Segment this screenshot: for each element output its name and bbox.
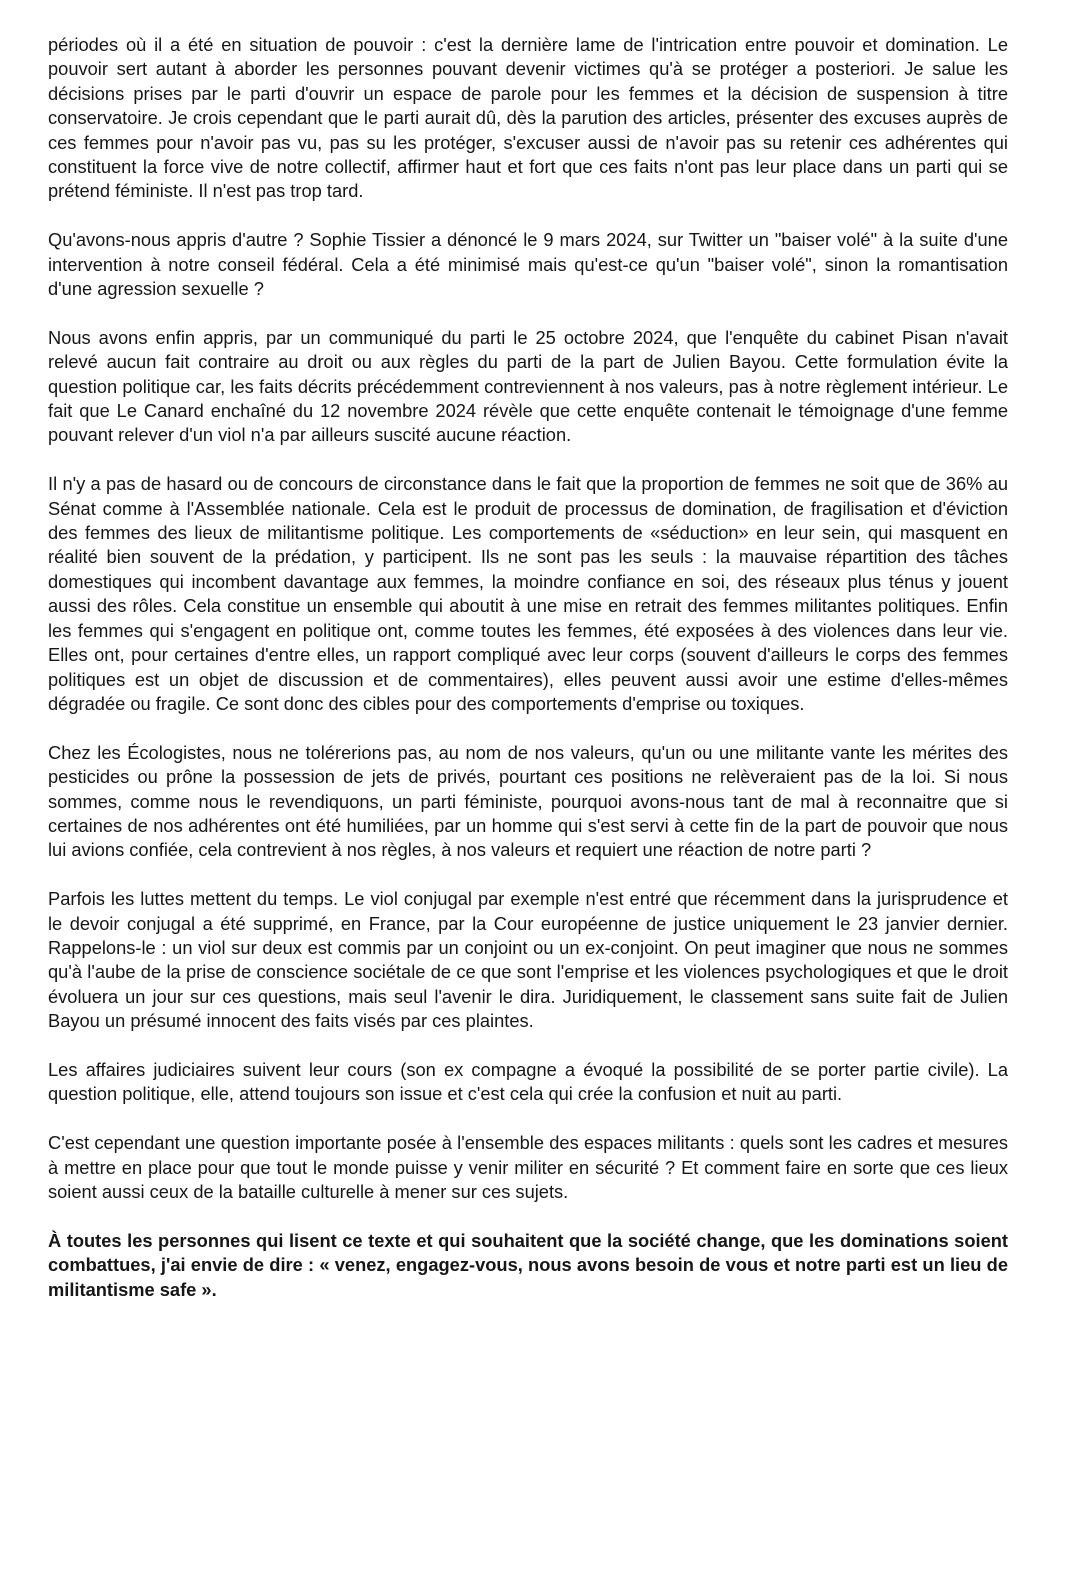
paragraph-ecologistes-valeurs: Chez les Écologistes, nous ne tolérerions pas, au nom de nos valeurs, qu'un ou une militante vante les mérites des pesticides ou prône la possession de jets de privés, pourtant ces positions ne relèveraient pas de la loi. Si nous sommes, comme nous le revendiquons, un parti féministe, pourquoi avons-nous tant de mal à reconnaitre que si certaines de nos adhérentes ont été humiliées, par un homme qui s'est servi à cette fin de la part de pouvoir que nous lui avions confiée, cela contrevient à nos règles, à nos valeurs et requiert une réaction de notre parti ? (48, 741, 1008, 861)
paragraph-power-domination: périodes où il a été en situation de pouvoir : c'est la dernière lame de l'intrication entre pouvoir et domination. Le pouvoir sert autant à aborder les personnes pouvant devenir victimes qu'à se protéger a posteriori. Je salue les décisions prises par le parti d'ouvrir un espace de parole pour les femmes et la décision de suspension à titre conservatoire. Je crois cependant que le parti aurait dû, dès la parution des articles, présenter des excuses auprès de ces femmes pour n'avoir pas vu, pas su les protéger, s'excuser aussi de n'avoir pas su retenir ces adhérentes qui constituent la force vive de notre collectif, affirmer haut et fort que ces faits n'ont pas leur place dans un parti qui se prétend féministe. Il n'est pas trop tard. (48, 34, 1008, 202)
paragraph-affaires-judiciaires: Les affaires judiciaires suivent leur cours (son ex compagne a évoqué la possibilité de se porter partie civile). La question politique, elle, attend toujours son issue et c'est cela qui crée la confusion et nuit au parti. (48, 1058, 1008, 1105)
document-page (48, 33, 1008, 1302)
paragraph-viol-conjugal: Parfois les luttes mettent du temps. Le viol conjugal par exemple n'est entré que récemment dans la jurisprudence et le devoir conjugal a été supprimé, en France, par la Cour européenne de justice uniquement le 23 janvier dernier. Rappelons-le : un viol sur deux est commis par un conjoint ou un ex-conjoint. On peut imaginer que nous ne sommes qu'à l'aube de la prise de conscience sociétale de ce que sont l'emprise et les violences psychologiques et que le droit évoluera un jour sur ces questions, mais seul l'avenir le dira. Juridiquement, le classement sans suite fait de Julien Bayou un présumé innocent des faits visés par ces plaintes. (48, 888, 1008, 1032)
paragraph-proportion-femmes: Il n'y a pas de hasard ou de concours de circonstance dans le fait que la proportion de femmes ne soit que de 36% au Sénat comme à l'Assemblée nationale. Cela est le produit de processus de domination, de fragilisation et d'éviction des femmes des lieux de militantisme politique. Les comportements de «séduction» en leur sein, qui masquent en réalité bien souvent de la prédation, y participent. Ils ne sont pas les seuls : la mauvaise répartition des tâches domestiques qui incombent davantage aux femmes, la moindre confiance en soi, des réseaux plus ténus y jouent aussi des rôles. Cela constitue un ensemble qui aboutit à une mise en retrait des femmes militantes politiques. Enfin les femmes qui s'engagent en politique ont, comme toutes les femmes, été exposées à des violences dans leur vie. Elles ont, pour certaines d'entre elles, un rapport compliqué avec leur corps (souvent d'ailleurs le corps des femmes politiques est un objet de discussion et de commentaires), elles peuvent aussi avoir une estime d'elles-mêmes dégradée ou fragile. Ce sont donc des cibles pour des comportements d'emprise ou toxiques. (48, 473, 1008, 714)
paragraph-espaces-militants: C'est cependant une question importante posée à l'ensemble des espaces militants : quels sont les cadres et mesures à mettre en place pour que tout le monde puisse y venir militer en sécurité ? Et comment faire en sorte que ces lieux soient aussi ceux de la bataille culturelle à mener sur ces sujets. (48, 1132, 1008, 1202)
closing-statement: À toutes les personnes qui lisent ce texte et qui souhaitent que la société change, que les dominations soient combattues, j'ai envie de dire : « venez, engagez-vous, nous avons besoin de vous et notre parti est un lieu de militantisme safe ». (48, 1229, 1008, 1300)
paragraph-baiser-vole: Qu'avons-nous appris d'autre ? Sophie Tissier a dénoncé le 9 mars 2024, sur Twitter un "baiser volé" à la suite d'une intervention à notre conseil fédéral. Cela a été minimisé mais qu'est-ce qu'un "baiser volé", sinon la romantisation d'une agression sexuelle ? (48, 229, 1008, 300)
paragraph-enquete-pisan: Nous avons enfin appris, par un communiqué du parti le 25 octobre 2024, que l'enquête du cabinet Pisan n'avait relevé aucun fait contraire au droit ou aux règles du parti de la part de Julien Bayou. Cette formulation évite la question politique car, les faits décrits précédemment contreviennent à nos valeurs, pas à notre règlement intérieur. Le fait que Le Canard enchaîné du 12 novembre 2024 révèle que cette enquête contenait le témoignage d'une femme pouvant relever d'un viol n'a par ailleurs suscité aucune réaction. (48, 326, 1008, 446)
